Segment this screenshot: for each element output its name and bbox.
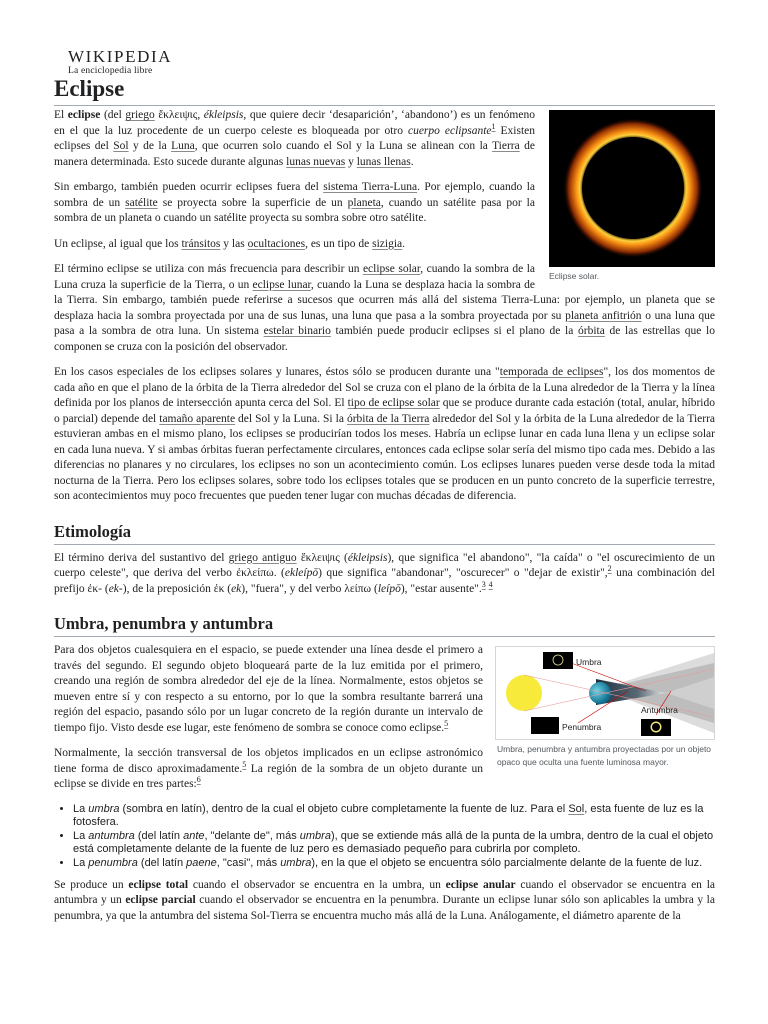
solar-eclipse-image[interactable] <box>549 110 715 267</box>
list-item: • La umbra (sombra en latín), dentro de la cual el objeto cubre completamente la fuente de luz. Para el Sol, esta fuente de luz es la fotosfera. <box>73 803 715 829</box>
heading-umbra-penumbra-antumbra: Umbra, penumbra y antumbra <box>54 613 715 637</box>
link-griego-antiguo[interactable]: griego antiguo <box>228 551 297 564</box>
paragraph-umbra-1: Para dos objetos cualesquiera en el espacio, se puede extender una línea desde el primero a través del segundo. El segundo objeto bloqueará parte de la luz emitida por el primero, creando una región de sombra alrededor del eje de la línea. Normalmente, estos objetos se mueven entre sí y con respecto a su entorno, por lo que la sombra resultante barrerá una región del espacio, pasando sólo por un lugar concreto de la región durante un intervalo de tiempo fijo. Visto desde ese lugar, este fenómeno de sombra se conoce como eclipse.$^5$ <box>54 644 483 734</box>
shadow-parts-list <box>54 803 715 870</box>
link-tipo-de-eclipse-solar[interactable]: tipo de eclipse solar <box>347 397 440 409</box>
umbra-figure <box>495 646 715 768</box>
link-satelite[interactable]: satélite <box>125 196 158 209</box>
logo-tagline: La enciclopedia libre <box>68 66 153 76</box>
paragraph-4: El término eclipse se utiliza con más frecuencia para describir un eclipse solar, cuando la sombra de la Luna cruza la superficie de la Tierra, o un eclipse lunar, cuando la Luna se desplaza hacia la sombra de la Tierra. Sin embargo, también puede referirse a sucesos que ocurren más allá del sistema Tierra-Luna: por ejemplo, un planeta que se desplaza hacia la sombra proyectada por una de sus lunas, una luna que pasa a la sombra proyectada por su planeta anfitrión o una luna que pasa a la sombra de otra luna. Un sistema estelar binario también puede producir eclipses si el plano de la órbita de las estrellas que lo componen se cruza con la posición del observador. <box>54 263 716 353</box>
ref-2[interactable]: 2 <box>607 564 612 574</box>
link-transitos[interactable]: tránsitos <box>181 237 221 250</box>
link-griego[interactable]: griego <box>125 109 155 121</box>
ref-3[interactable]: 3 <box>481 579 486 589</box>
ref-5b[interactable]: 5 <box>242 759 247 769</box>
link-luna[interactable]: Luna <box>171 140 195 152</box>
ref-6[interactable]: 6 <box>196 775 201 785</box>
link-sistema-tierra-luna[interactable]: sistema Tierra-Luna <box>323 181 418 193</box>
paragraph-etimologia: El término deriva del sustantivo del griego antiguo ἔκλειψις (ékleipsis), que significa "el abandono", "la caída" o "el oscurecimiento de un cuerpo celeste", que deriva del verbo ἐκλείπω. (ekleípō) que significa "abandonar", "oscurecer" o "dejar de existir",$^2$ una combinación del prefijo ἐκ- (ek-), de la preposición ἐκ (ek), "fuera", y del verbo λείπω (leípō), "estar ausente".$^3$ $^4$ <box>54 551 715 595</box>
link-eclipse-lunar[interactable]: eclipse lunar <box>252 278 311 291</box>
link-planeta-anfitrion[interactable]: planeta anfitrión <box>565 309 642 322</box>
infobox-figure <box>549 110 715 282</box>
link-sol-2[interactable]: Sol <box>568 802 585 815</box>
link-sol[interactable]: Sol <box>113 140 129 152</box>
link-sizigia[interactable]: sizigia <box>372 237 403 250</box>
paragraph-2: Sin embargo, también pueden ocurrir eclipses fuera del sistema Tierra-Luna. Por ejemplo, cuando la sombra de un satélite se proyecta sobre la superficie de un planeta, cuando un satélite pasa por la sombra de un planeta o cuando un satélite proyecta su sombra sobre otro satélite. <box>54 181 536 224</box>
paragraph-eclipse-types: Se produce un eclipse total cuando el observador se encuentra en la umbra, un eclipse anular cuando el observador se encuentra en la antumbra y un eclipse parcial cuando el observador se encuentra en la penumbra. Durante un eclipse lunar sólo son aplicables la umbra y la penumbra, ya que la antumbra del sistema Sol-Tierra se encuentra mucho más allá de la Luna. Análogamente, el diámetro aparente de la <box>54 878 716 922</box>
link-temporada-de-eclipses[interactable]: temporada de eclipses <box>499 366 604 378</box>
list-item: • La penumbra (del latín paene, "casi", más umbra), en la que el objeto se encuentra sólo parcialmente delante de la fuente de luz. <box>73 857 715 870</box>
infobox-caption: Eclipse solar. <box>549 271 600 281</box>
link-orbita-de-la-tierra[interactable]: órbita de la Tierra <box>346 412 430 425</box>
link-ocultaciones[interactable]: ocultaciones <box>247 237 306 250</box>
label-penumbra: Penumbra <box>562 722 602 732</box>
page-title: Eclipse <box>54 74 715 106</box>
ref-4[interactable]: 4 <box>488 579 493 589</box>
link-orbita[interactable]: órbita <box>578 325 605 337</box>
umbra-diagram-image[interactable] <box>495 646 715 740</box>
paragraph-intro: El eclipse (del griego ἔκλειψις, ékleipsis, que quiere decir ‘desaparición’, ‘abandono’) es un fenómeno en el que la luz procedente de un cuerpo celeste es bloqueada por otro cuerpo eclipsante$^1$ Existen eclipses del Sol y de la Luna, que ocurren solo cuando el Sol y la Luna se alinean con la Tierra de manera determinada. Esto sucede durante algunas lunas nuevas y lunas llenas. <box>54 109 536 168</box>
article-body <box>54 108 715 934</box>
link-tierra[interactable]: Tierra <box>492 140 520 152</box>
wikipedia-logo[interactable] <box>68 48 172 77</box>
label-umbra: Umbra <box>576 657 602 667</box>
ref-5[interactable]: 5 <box>444 718 449 728</box>
umbra-caption: Umbra, penumbra y antumbra proyectadas por un objeto opaco que oculta una fuente luminosa mayor. <box>497 744 712 767</box>
ref-1[interactable]: 1 <box>491 121 496 131</box>
label-antumbra: Antumbra <box>641 705 678 715</box>
logo-wordmark: WIKIPEDIA <box>68 47 173 66</box>
link-eclipse-solar[interactable]: eclipse solar <box>362 263 421 275</box>
link-lunas-llenas[interactable]: lunas llenas <box>356 155 411 168</box>
paragraph-3: Un eclipse, al igual que los tránsitos y las ocultaciones, es un tipo de sizigia. <box>54 237 406 250</box>
link-tamano-aparente[interactable]: tamaño aparente <box>159 412 236 425</box>
heading-etimologia: Etimología <box>54 521 715 545</box>
link-planeta[interactable]: planeta <box>347 196 381 209</box>
paragraph-5: En los casos especiales de los eclipses solares y lunares, éstos sólo se producen durante una "temporada de eclipses", los dos momentos de cada año en que el plano de la órbita de la Tierra alrededor del Sol se cruza con el plano de la órbita de la Luna alrededor de la Tierra y la línea definida por los planos de intersección apunta cerca del Sol. El tipo de eclipse solar que se produce durante cada estación (total, anular, híbrido o parcial) depende del tamaño aparente del Sol y la Luna. Si la órbita de la Tierra alrededor del Sol y la órbita de la Luna alrededor de la Tierra estuvieran ambas en el mismo plano, los eclipses se producirían todos los meses. Habría un eclipse lunar en cada luna llena y un eclipse solar en cada luna nueva. Y si ambas órbitas fueran perfectamente circulares, entonces cada eclipse solar sería del mismo tipo cada mes. Debido a las diferencias no planares y no circulares, los eclipses no son un acontecimiento común. Los eclipses lunares pueden verse desde toda la mitad nocturna de la Tierra. Pero los eclipses solares, sobre todo los eclipses totales que se producen en un punto concreto de la superficie terrestre, son acontecimientos muy poco frecuentes que pueden tener lugar con muchas décadas de diferencia. <box>54 366 716 502</box>
link-lunas-nuevas[interactable]: lunas nuevas <box>286 155 346 168</box>
list-item: • La antumbra (del latín ante, "delante de", más umbra), que se extiende más allá de la punta de la umbra, dentro de la cual el objeto está completamente delante de la fuente de luz pero es demasiado pequeño para cubrirla por completo. <box>73 830 715 856</box>
paragraph-umbra-2: Normalmente, la sección transversal de los objetos implicados en un eclipse astronómico tiene forma de disco aproximadamente.$^5$ La región de la sombra de un objeto durante un eclipse se divide en tres partes:$^6$ <box>54 747 483 790</box>
link-estelar-binario[interactable]: estelar binario <box>263 325 331 337</box>
